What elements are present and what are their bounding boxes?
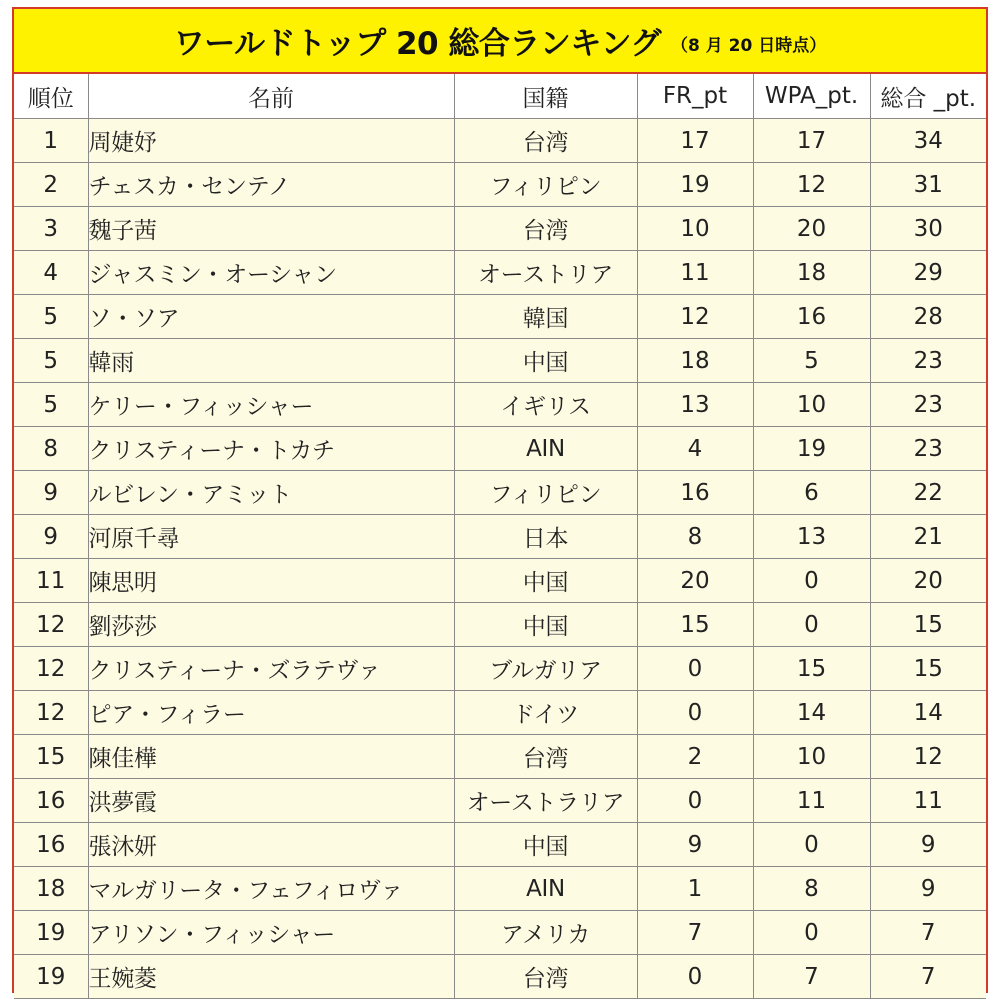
wpa-points-cell: 20 xyxy=(753,207,870,251)
rank-cell: 9 xyxy=(14,515,88,559)
player-name-cell: チェスカ・センテノ xyxy=(88,163,454,207)
fr-points-cell: 2 xyxy=(637,735,753,779)
wpa-points-cell: 8 xyxy=(753,867,870,911)
nationality-cell: 中国 xyxy=(454,559,637,603)
nationality-cell: 日本 xyxy=(454,515,637,559)
nationality-cell: 台湾 xyxy=(454,119,637,163)
wpa-points-cell: 0 xyxy=(753,559,870,603)
player-name-cell: ケリー・フィッシャー xyxy=(88,383,454,427)
fr-points-cell: 7 xyxy=(637,911,753,955)
player-name-cell: 韓雨 xyxy=(88,339,454,383)
fr-points-cell: 0 xyxy=(637,691,753,735)
table-row xyxy=(14,955,986,999)
nationality-cell: AIN xyxy=(454,427,637,471)
column-header-fr-points: FR_pt xyxy=(637,74,753,119)
wpa-points-cell: 6 xyxy=(753,471,870,515)
nationality-cell: 台湾 xyxy=(454,735,637,779)
rank-cell: 19 xyxy=(14,955,88,999)
total-points-cell: 11 xyxy=(870,779,986,823)
table-row xyxy=(14,295,986,339)
table-row xyxy=(14,559,986,603)
player-name-cell: ソ・ソア xyxy=(88,295,454,339)
table-row xyxy=(14,823,986,867)
rank-cell: 18 xyxy=(14,867,88,911)
table-row xyxy=(14,163,986,207)
player-name-cell: 魏子茜 xyxy=(88,207,454,251)
table-row xyxy=(14,207,986,251)
total-points-cell: 23 xyxy=(870,427,986,471)
rank-cell: 19 xyxy=(14,911,88,955)
column-header-nationality: 国籍 xyxy=(454,74,637,119)
wpa-points-cell: 13 xyxy=(753,515,870,559)
wpa-points-cell: 17 xyxy=(753,119,870,163)
player-name-cell: 陳思明 xyxy=(88,559,454,603)
table-row xyxy=(14,119,986,163)
table-row xyxy=(14,251,986,295)
nationality-cell: ドイツ xyxy=(454,691,637,735)
column-header-rank: 順位 xyxy=(14,74,88,119)
player-name-cell: ピア・フィラー xyxy=(88,691,454,735)
wpa-points-cell: 16 xyxy=(753,295,870,339)
wpa-points-cell: 5 xyxy=(753,339,870,383)
wpa-points-cell: 10 xyxy=(753,383,870,427)
total-points-cell: 7 xyxy=(870,955,986,999)
fr-points-cell: 19 xyxy=(637,163,753,207)
fr-points-cell: 10 xyxy=(637,207,753,251)
player-name-cell: 洪夢霞 xyxy=(88,779,454,823)
nationality-cell: フィリピン xyxy=(454,471,637,515)
table-row xyxy=(14,383,986,427)
rank-cell: 2 xyxy=(14,163,88,207)
fr-points-cell: 16 xyxy=(637,471,753,515)
wpa-points-cell: 19 xyxy=(753,427,870,471)
rank-cell: 8 xyxy=(14,427,88,471)
fr-points-cell: 15 xyxy=(637,603,753,647)
fr-points-cell: 8 xyxy=(637,515,753,559)
nationality-cell: 中国 xyxy=(454,339,637,383)
table-row xyxy=(14,471,986,515)
fr-points-cell: 0 xyxy=(637,779,753,823)
wpa-points-cell: 10 xyxy=(753,735,870,779)
nationality-cell: フィリピン xyxy=(454,163,637,207)
column-header-name: 名前 xyxy=(88,74,454,119)
player-name-cell: クリスティーナ・トカチ xyxy=(88,427,454,471)
total-points-cell: 7 xyxy=(870,911,986,955)
total-points-cell: 28 xyxy=(870,295,986,339)
player-name-cell: 劉莎莎 xyxy=(88,603,454,647)
column-header-wpa-points: WPA_pt. xyxy=(753,74,870,119)
ranking-table xyxy=(14,74,986,999)
total-points-cell: 34 xyxy=(870,119,986,163)
player-name-cell: ジャスミン・オーシャン xyxy=(88,251,454,295)
table-row xyxy=(14,427,986,471)
wpa-points-cell: 0 xyxy=(753,603,870,647)
player-name-cell: 張沐妍 xyxy=(88,823,454,867)
nationality-cell: 韓国 xyxy=(454,295,637,339)
rank-cell: 15 xyxy=(14,735,88,779)
fr-points-cell: 17 xyxy=(637,119,753,163)
player-name-cell: クリスティーナ・ズラテヴァ xyxy=(88,647,454,691)
rank-cell: 1 xyxy=(14,119,88,163)
wpa-points-cell: 15 xyxy=(753,647,870,691)
total-points-cell: 22 xyxy=(870,471,986,515)
wpa-points-cell: 0 xyxy=(753,823,870,867)
title-bar xyxy=(14,9,986,74)
nationality-cell: 中国 xyxy=(454,603,637,647)
column-header-total-points: 総合 _pt. xyxy=(870,74,986,119)
rank-cell: 5 xyxy=(14,339,88,383)
player-name-cell: 周婕妤 xyxy=(88,119,454,163)
rank-cell: 12 xyxy=(14,647,88,691)
nationality-cell: 台湾 xyxy=(454,207,637,251)
total-points-cell: 14 xyxy=(870,691,986,735)
nationality-cell: ブルガリア xyxy=(454,647,637,691)
rank-cell: 5 xyxy=(14,295,88,339)
nationality-cell: AIN xyxy=(454,867,637,911)
nationality-cell: イギリス xyxy=(454,383,637,427)
fr-points-cell: 13 xyxy=(637,383,753,427)
player-name-cell: マルガリータ・フェフィロヴァ xyxy=(88,867,454,911)
wpa-points-cell: 14 xyxy=(753,691,870,735)
rank-cell: 12 xyxy=(14,603,88,647)
ranking-table-body xyxy=(14,119,986,999)
table-row xyxy=(14,735,986,779)
table-row xyxy=(14,647,986,691)
player-name-cell: 河原千尋 xyxy=(88,515,454,559)
total-points-cell: 15 xyxy=(870,647,986,691)
table-row xyxy=(14,339,986,383)
total-points-cell: 9 xyxy=(870,823,986,867)
fr-points-cell: 20 xyxy=(637,559,753,603)
total-points-cell: 15 xyxy=(870,603,986,647)
fr-points-cell: 0 xyxy=(637,955,753,999)
total-points-cell: 23 xyxy=(870,383,986,427)
nationality-cell: オーストラリア xyxy=(454,779,637,823)
nationality-cell: 中国 xyxy=(454,823,637,867)
rank-cell: 4 xyxy=(14,251,88,295)
player-name-cell: アリソン・フィッシャー xyxy=(88,911,454,955)
total-points-cell: 31 xyxy=(870,163,986,207)
wpa-points-cell: 7 xyxy=(753,955,870,999)
table-row xyxy=(14,779,986,823)
table-row xyxy=(14,515,986,559)
total-points-cell: 21 xyxy=(870,515,986,559)
nationality-cell: 台湾 xyxy=(454,955,637,999)
rank-cell: 9 xyxy=(14,471,88,515)
total-points-cell: 9 xyxy=(870,867,986,911)
fr-points-cell: 12 xyxy=(637,295,753,339)
fr-points-cell: 4 xyxy=(637,427,753,471)
rank-cell: 5 xyxy=(14,383,88,427)
page-title: ワールドトップ 20 総合ランキング xyxy=(173,26,661,62)
wpa-points-cell: 18 xyxy=(753,251,870,295)
total-points-cell: 20 xyxy=(870,559,986,603)
fr-points-cell: 9 xyxy=(637,823,753,867)
nationality-cell: オーストリア xyxy=(454,251,637,295)
wpa-points-cell: 11 xyxy=(753,779,870,823)
table-row xyxy=(14,691,986,735)
as-of-date-note: （8 月 20 日時点） xyxy=(671,36,827,56)
fr-points-cell: 1 xyxy=(637,867,753,911)
header-row xyxy=(14,74,986,119)
rank-cell: 16 xyxy=(14,823,88,867)
total-points-cell: 12 xyxy=(870,735,986,779)
total-points-cell: 29 xyxy=(870,251,986,295)
nationality-cell: アメリカ xyxy=(454,911,637,955)
fr-points-cell: 11 xyxy=(637,251,753,295)
total-points-cell: 30 xyxy=(870,207,986,251)
rank-cell: 16 xyxy=(14,779,88,823)
table-row xyxy=(14,603,986,647)
rank-cell: 3 xyxy=(14,207,88,251)
wpa-points-cell: 0 xyxy=(753,911,870,955)
total-points-cell: 23 xyxy=(870,339,986,383)
table-row xyxy=(14,867,986,911)
wpa-points-cell: 12 xyxy=(753,163,870,207)
table-row xyxy=(14,911,986,955)
player-name-cell: ルビレン・アミット xyxy=(88,471,454,515)
rank-cell: 12 xyxy=(14,691,88,735)
rank-cell: 11 xyxy=(14,559,88,603)
player-name-cell: 陳佳樺 xyxy=(88,735,454,779)
fr-points-cell: 0 xyxy=(637,647,753,691)
player-name-cell: 王婉菱 xyxy=(88,955,454,999)
fr-points-cell: 18 xyxy=(637,339,753,383)
ranking-frame xyxy=(12,7,988,993)
